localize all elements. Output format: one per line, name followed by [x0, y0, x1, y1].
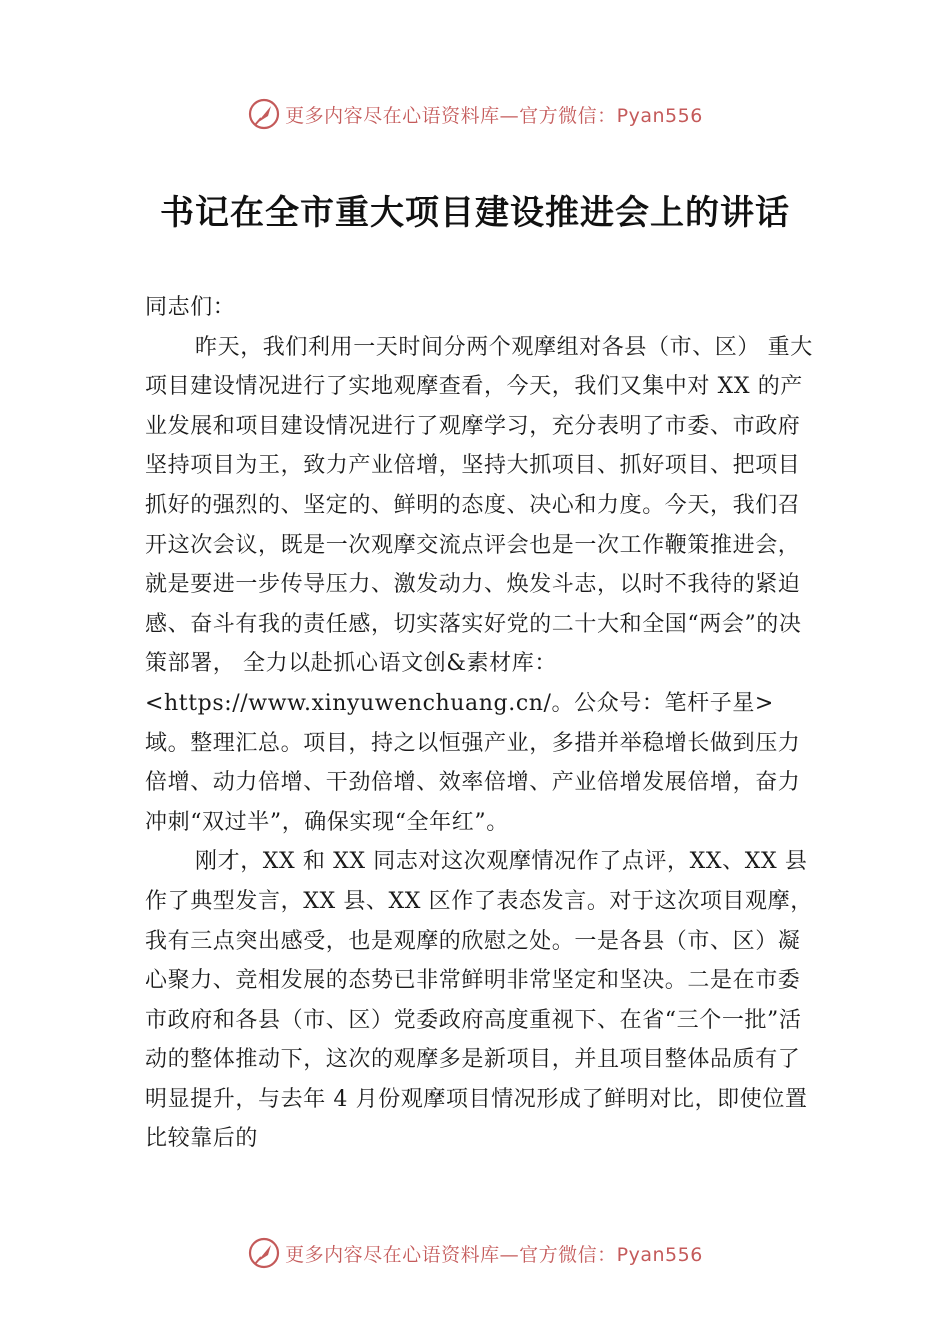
document-body — [145, 288, 815, 1159]
watermark-text: 更多内容尽在心语资料库—官方微信：Pyan556 — [285, 1243, 703, 1266]
watermark-banner-bottom — [0, 1233, 950, 1273]
paragraph-2: 刚才，XX 和 XX 同志对这次观摩情况作了点评，XX、XX 县作了典型发言，XX 县、XX 区作了表态发言。对于这次项目观摩，我有三点突出感受，也是观摩的欣慰之处。一是各县（市、区）凝心聚力、竞相发展的态势已非常鲜明非常坚定和坚决。二是在市委市政府和各县（市、区）党委政府高度重视下、在省“三个一批”活动的整体推动下，这次的观摩多是新项目，并且项目整体品质有了明显提升，与去年 4 月份观摩项目情况形成了鲜明对比，即使位置比较靠后的 — [145, 849, 813, 1152]
quill-logo-icon — [247, 1236, 281, 1270]
watermark-banner-top — [0, 94, 950, 134]
watermark-text: 更多内容尽在心语资料库—官方微信：Pyan556 — [285, 104, 703, 127]
wechat-id: Pyan556 — [616, 1243, 703, 1266]
wechat-id: Pyan556 — [616, 104, 703, 127]
quill-logo-icon — [247, 97, 281, 131]
document-title: 书记在全市重大项目建设推进会上的讲话 — [160, 193, 790, 233]
salutation: 同志们： — [145, 295, 236, 320]
paragraph-1: 昨天，我们利用一天时间分两个观摩组对各县（市、区） 重大项目建设情况进行了实地观摩查看，今天，我们又集中对 XX 的产业发展和项目建设情况进行了观摩学习，充分表明了市委、市政府坚持项目为王，致力产业倍增，坚持大抓项目、抓好项目、把项目抓好的强烈的、坚定的、鲜明的态度、决心和力度。今天，我们召开这次会议，既是一次观摩交流点评会也是一次工作鞭策推进会，就是要进一步传导压力、激发动力、焕发斗志，以时不我待的紧迫感、奋斗有我的责任感，切实落实好党的二十大和全国“两会”的决策部署， 全力以赴抓心语文创&素材库：<https://www.xinyuwenchuang.cn/。公众号：笔杆子星>域。整理汇总。项目，持之以恒强产业，多措并举稳增长做到压力倍增、动力倍增、干劲倍增、效率倍增、产业倍增发展倍增，奋力冲刺“双过半”，确保实现“全年红”。 — [145, 334, 813, 835]
